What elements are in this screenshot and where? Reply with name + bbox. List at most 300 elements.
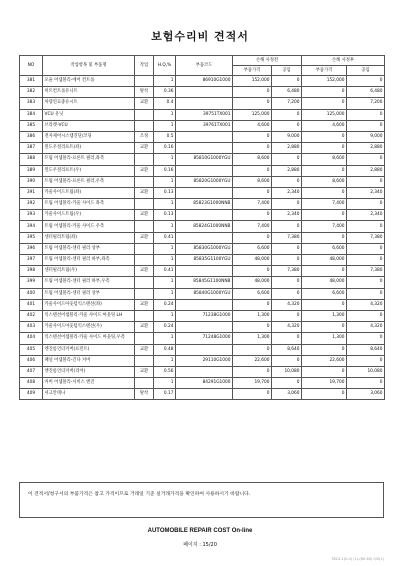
row-no: 404 [20, 333, 43, 344]
row-after-labor: 6,480 [347, 87, 385, 98]
row-before-labor: 10,080 [272, 366, 302, 377]
print-stamp: 7824-1(0-0) (1)-(60-60) 0/0(1) [331, 557, 384, 561]
header-hq: H.Q,% [154, 56, 176, 76]
row-before-labor: 3,060 [272, 389, 302, 400]
row-name: 트림 어셈블리-프론트 필러,좌측 [43, 154, 135, 165]
row-after-labor: 2,880 [347, 143, 385, 154]
row-hq: 0.16 [154, 143, 176, 154]
row-no: 403 [20, 322, 43, 333]
row-name: 익스텐션어셈블리-카울 사이드 아웃팅,우측 [43, 333, 135, 344]
row-after-part-price: 22,600 [302, 355, 347, 366]
row-work: 교환 [135, 344, 154, 355]
row-before-labor: 0 [272, 199, 302, 210]
row-name: 트림 어셈블리-카울 사이드 우측 [43, 221, 135, 232]
row-after-labor: 2,340 [347, 210, 385, 221]
row-before-part-price: 152,000 [233, 76, 272, 87]
row-code: 85830G1000YGU [176, 243, 233, 254]
row-work [135, 310, 154, 321]
table-row [20, 255, 385, 266]
row-before-part-price: 6,600 [233, 288, 272, 299]
row-hq: 1 [154, 199, 176, 210]
row-before-part-price: 0 [233, 187, 272, 198]
row-before-labor: 6,480 [272, 87, 302, 98]
row-name: 엔진룸언더커버(프런트) [43, 344, 135, 355]
header-after-part-price: 부품가격 [302, 66, 347, 76]
footer-title: AUTOMOBILE REPAIR COST On-line [147, 528, 253, 534]
row-after-labor: 0 [347, 277, 385, 288]
row-code [176, 143, 233, 154]
row-before-labor: 2,340 [272, 187, 302, 198]
row-name: 윈도우절리프트(우) [43, 165, 135, 176]
row-after-part-price: 0 [302, 299, 347, 310]
row-work [135, 199, 154, 210]
row-before-part-price: 0 [233, 299, 272, 310]
estimate-table [19, 55, 385, 400]
row-after-part-price: 0 [302, 165, 347, 176]
row-name: 전자제어시스템진단/코딩 [43, 131, 135, 142]
row-hq: 1 [154, 120, 176, 131]
row-work: 탈착 [135, 87, 154, 98]
row-code [176, 266, 233, 277]
row-after-labor: 0 [347, 378, 385, 389]
row-code [176, 344, 233, 355]
row-after-labor: 0 [347, 255, 385, 266]
row-no: 391 [20, 187, 43, 198]
row-name: 모듈 어셈블리-에어 컨트롤 [43, 76, 135, 87]
row-after-labor: 0 [347, 221, 385, 232]
header-before-labor: 공임 [272, 66, 302, 76]
row-before-part-price: 48,000 [233, 255, 272, 266]
table-row [20, 378, 385, 389]
row-no: 400 [20, 288, 43, 299]
row-code: 71248G1000 [176, 333, 233, 344]
row-hq: 0.13 [154, 210, 176, 221]
row-hq: 1 [154, 277, 176, 288]
row-code: 85820G1000YGU [176, 176, 233, 187]
row-before-labor: 0 [272, 277, 302, 288]
row-before-labor: 9,000 [272, 131, 302, 142]
document-title: 보험수리비 견적서 [151, 30, 249, 43]
row-no: 407 [20, 366, 43, 377]
row-hq: 1 [154, 255, 176, 266]
row-before-labor: 0 [272, 378, 302, 389]
row-before-labor: 0 [272, 154, 302, 165]
header-before: 손해 사정전 [233, 56, 302, 66]
row-work: 교환 [135, 210, 154, 221]
row-no: 397 [20, 255, 43, 266]
row-before-labor: 2,340 [272, 210, 302, 221]
row-name: 카울사이드트림(우) [43, 210, 135, 221]
row-hq: 1 [154, 109, 176, 120]
row-work [135, 378, 154, 389]
row-work: 교환 [135, 266, 154, 277]
row-code [176, 165, 233, 176]
table-row [20, 232, 385, 243]
row-hq: 0.5 [154, 131, 176, 142]
row-after-labor: 4,320 [347, 322, 385, 333]
table-row [20, 333, 385, 344]
row-before-labor: 4,320 [272, 322, 302, 333]
row-name: 셔크안테나 [43, 389, 135, 400]
row-code: 86910G1000 [176, 76, 233, 87]
row-name: 트림 어셈블리-프론트 필러,우측 [43, 176, 135, 187]
header-after: 손해 사정후 [302, 56, 385, 66]
table-row [20, 187, 385, 198]
row-code: 39761TX001 [176, 120, 233, 131]
table-row [20, 109, 385, 120]
row-after-part-price: 48,000 [302, 277, 347, 288]
row-no: 396 [20, 243, 43, 254]
row-no: 384 [20, 109, 43, 120]
row-after-part-price: 0 [302, 131, 347, 142]
header-work: 작업 [135, 56, 154, 76]
row-no: 389 [20, 165, 43, 176]
row-no: 408 [20, 378, 43, 389]
table-row [20, 288, 385, 299]
row-name: 트림 어셈블리-카울 사이드 좌측 [43, 199, 135, 210]
row-before-labor: 2,880 [272, 143, 302, 154]
header-before-part-price: 부품가격 [233, 66, 272, 76]
row-before-part-price: 7,400 [233, 199, 272, 210]
row-after-part-price: 8,600 [302, 176, 347, 187]
row-before-labor: 0 [272, 288, 302, 299]
row-after-part-price: 0 [302, 232, 347, 243]
row-name: 트림 어셈블리-센터 필러 하부,우측 [43, 277, 135, 288]
row-hq: 0.13 [154, 187, 176, 198]
row-after-labor: 0 [347, 355, 385, 366]
row-after-part-price: 0 [302, 98, 347, 109]
row-name: 엔진룸언더커버(리어) [43, 366, 135, 377]
table-row [20, 355, 385, 366]
row-hq: 0.41 [154, 266, 176, 277]
row-after-labor: 9,000 [347, 131, 385, 142]
row-name: 트림 어셈블리-센터 필러 상부 [43, 288, 135, 299]
row-after-part-price: 0 [302, 87, 347, 98]
row-work: 교환 [135, 187, 154, 198]
table-row [20, 366, 385, 377]
table-row [20, 299, 385, 310]
row-before-part-price: 125,000 [233, 109, 272, 120]
row-name: 익스텐션어셈블리-카울 사이드 아웃팅 LH [43, 310, 135, 321]
table-row [20, 210, 385, 221]
row-code: 85845G1100NNB [176, 277, 233, 288]
row-after-part-price: 1,300 [302, 310, 347, 321]
header-item: 작업항목 및 부품명 [43, 56, 135, 76]
row-hq: 1 [154, 154, 176, 165]
row-before-labor: 0 [272, 333, 302, 344]
row-before-labor: 0 [272, 243, 302, 254]
row-after-part-price: 48,000 [302, 255, 347, 266]
row-after-part-price: 0 [302, 389, 347, 400]
row-before-labor: 0 [272, 109, 302, 120]
row-no: 406 [20, 355, 43, 366]
row-after-part-price: 19,700 [302, 378, 347, 389]
row-before-labor: 7,380 [272, 232, 302, 243]
row-hq: 0.56 [154, 366, 176, 377]
row-no: 402 [20, 310, 43, 321]
table-row [20, 98, 385, 109]
row-name: 센터필러트림(좌) [43, 232, 135, 243]
table-row [20, 165, 385, 176]
row-no: 395 [20, 232, 43, 243]
row-hq: 1 [154, 355, 176, 366]
row-before-labor: 0 [272, 76, 302, 87]
row-before-labor: 0 [272, 221, 302, 232]
row-after-part-price: 6,600 [302, 288, 347, 299]
row-after-labor: 0 [347, 154, 385, 165]
header-no: NO [20, 56, 43, 76]
row-name: 센터필러트림(우) [43, 266, 135, 277]
row-after-part-price: 0 [302, 344, 347, 355]
table-row [20, 221, 385, 232]
row-code: 85840G1000YGU [176, 288, 233, 299]
row-hq: 0.16 [154, 165, 176, 176]
row-before-labor: 2,880 [272, 165, 302, 176]
row-hq: 1 [154, 333, 176, 344]
table-row [20, 266, 385, 277]
row-no: 386 [20, 131, 43, 142]
row-after-labor: 3,060 [347, 389, 385, 400]
row-before-part-price: 0 [233, 210, 272, 221]
row-no: 398 [20, 266, 43, 277]
row-before-part-price: 0 [233, 344, 272, 355]
row-before-labor: 0 [272, 310, 302, 321]
row-no: 392 [20, 199, 43, 210]
row-no: 382 [20, 87, 43, 98]
header-code: 부품코드 [176, 56, 233, 76]
row-name: 패널 어셈블리-긴다 커버 [43, 355, 135, 366]
page-number: 페이지 : 15/20 [183, 542, 217, 548]
row-before-labor: 4,320 [272, 299, 302, 310]
row-after-part-price: 152,000 [302, 76, 347, 87]
row-work: 교환 [135, 299, 154, 310]
row-before-part-price: 22,600 [233, 355, 272, 366]
row-before-labor: 8,640 [272, 344, 302, 355]
row-before-part-price: 0 [233, 131, 272, 142]
row-name: 차량연료충유시트 [43, 98, 135, 109]
row-before-part-price: 19,700 [233, 378, 272, 389]
row-work [135, 109, 154, 120]
row-work [135, 277, 154, 288]
row-after-labor: 2,880 [347, 165, 385, 176]
row-after-part-price: 1,300 [302, 333, 347, 344]
row-after-labor: 7,380 [347, 266, 385, 277]
row-no: 394 [20, 221, 43, 232]
table-row [20, 310, 385, 321]
row-work [135, 243, 154, 254]
row-after-labor: 0 [347, 76, 385, 87]
row-after-part-price: 7,400 [302, 221, 347, 232]
row-after-part-price: 0 [302, 143, 347, 154]
row-before-part-price: 1,300 [233, 310, 272, 321]
row-work: 탈착 [135, 389, 154, 400]
row-hq: 1 [154, 378, 176, 389]
row-no: 399 [20, 277, 43, 288]
row-after-labor: 0 [347, 333, 385, 344]
row-before-part-price: 4,600 [233, 120, 272, 131]
row-after-labor: 0 [347, 288, 385, 299]
row-work: 조정 [135, 131, 154, 142]
row-before-part-price: 6,600 [233, 243, 272, 254]
row-before-labor: 0 [272, 120, 302, 131]
row-code [176, 389, 233, 400]
row-code: 39751TX001 [176, 109, 233, 120]
row-work: 교환 [135, 232, 154, 243]
row-code [176, 187, 233, 198]
row-after-labor: 0 [347, 199, 385, 210]
row-name: 카울사이드트림(좌) [43, 187, 135, 198]
row-code: 85824G1000NNB [176, 221, 233, 232]
row-no: 387 [20, 143, 43, 154]
row-after-part-price: 0 [302, 266, 347, 277]
row-before-labor: 7,380 [272, 266, 302, 277]
row-after-part-price: 0 [302, 210, 347, 221]
row-work [135, 355, 154, 366]
row-code: 84291G1000 [176, 378, 233, 389]
table-row [20, 344, 385, 355]
table-row [20, 277, 385, 288]
row-work: 교환 [135, 98, 154, 109]
row-name: 브라켓-VCU [43, 120, 135, 131]
row-after-labor: 0 [347, 176, 385, 187]
row-no: 383 [20, 98, 43, 109]
row-code [176, 299, 233, 310]
table-row [20, 389, 385, 400]
table-row [20, 154, 385, 165]
row-work: 교환 [135, 165, 154, 176]
row-hq: 1 [154, 310, 176, 321]
row-after-part-price: 8,600 [302, 154, 347, 165]
row-after-part-price: 125,000 [302, 109, 347, 120]
row-before-part-price: 0 [233, 322, 272, 333]
row-name: 커버 어셈블리-서비스 엔진 [43, 378, 135, 389]
row-code: 85835G1100YGU [176, 255, 233, 266]
row-after-labor: 0 [347, 109, 385, 120]
row-work [135, 333, 154, 344]
row-no: 388 [20, 154, 43, 165]
row-name: 카울사이드아웃텀익스텐션(우) [43, 322, 135, 333]
row-no: 390 [20, 176, 43, 187]
estimate-rows [20, 76, 385, 400]
row-no: 401 [20, 299, 43, 310]
row-hq: 0.48 [154, 344, 176, 355]
row-after-labor: 0 [347, 310, 385, 321]
row-after-labor: 4,320 [347, 299, 385, 310]
row-code: 85823G1000NNB [176, 199, 233, 210]
table-row [20, 322, 385, 333]
row-after-labor: 10,080 [347, 366, 385, 377]
row-work: 교환 [135, 366, 154, 377]
row-code: 29110G1000 [176, 355, 233, 366]
row-no: 409 [20, 389, 43, 400]
row-code [176, 131, 233, 142]
row-work [135, 176, 154, 187]
row-before-part-price: 0 [233, 98, 272, 109]
row-hq: 1 [154, 76, 176, 87]
row-before-part-price: 0 [233, 143, 272, 154]
row-work: 교환 [135, 322, 154, 333]
price-notice: 이 견적서/청구서의 부품가격은 참고 가격이므로 거래일 기준 실거래가격을 확인하여 사용하시기 바랍니다. [19, 482, 384, 518]
row-hq: 0.4 [154, 98, 176, 109]
row-before-part-price: 0 [233, 389, 272, 400]
row-hq: 1 [154, 288, 176, 299]
row-hq: 0.17 [154, 389, 176, 400]
row-after-labor: 0 [347, 120, 385, 131]
table-row [20, 87, 385, 98]
row-code [176, 98, 233, 109]
row-before-labor: 0 [272, 355, 302, 366]
row-hq: 0.36 [154, 87, 176, 98]
row-code: 85810G1000YGU [176, 154, 233, 165]
row-before-part-price: 7,400 [233, 221, 272, 232]
header-after-labor: 공임 [347, 66, 385, 76]
row-before-part-price: 1,300 [233, 333, 272, 344]
row-work [135, 221, 154, 232]
row-code [176, 322, 233, 333]
row-work [135, 288, 154, 299]
row-before-part-price: 8,600 [233, 176, 272, 187]
row-code [176, 232, 233, 243]
row-code: 71238G1000 [176, 310, 233, 321]
row-no: 381 [20, 76, 43, 87]
row-after-part-price: 6,600 [302, 243, 347, 254]
row-name: 윈도우절리프트(좌) [43, 143, 135, 154]
row-hq: 0.41 [154, 232, 176, 243]
row-before-part-price: 0 [233, 366, 272, 377]
row-code [176, 366, 233, 377]
row-before-labor: 7,200 [272, 98, 302, 109]
row-after-labor: 2,340 [347, 187, 385, 198]
table-row [20, 120, 385, 131]
row-no: 393 [20, 210, 43, 221]
row-hq: 1 [154, 221, 176, 232]
row-before-labor: 0 [272, 255, 302, 266]
row-before-part-price: 8,600 [233, 154, 272, 165]
table-row [20, 131, 385, 142]
table-row [20, 143, 385, 154]
row-after-part-price: 0 [302, 366, 347, 377]
row-work [135, 120, 154, 131]
row-work: 교환 [135, 143, 154, 154]
row-before-part-price: 0 [233, 266, 272, 277]
row-before-labor: 0 [272, 176, 302, 187]
row-code [176, 210, 233, 221]
row-name: 카울사이드아웃텀익스텐션(좌) [43, 299, 135, 310]
row-work [135, 154, 154, 165]
row-hq: 0.24 [154, 299, 176, 310]
row-name: VCU 유닛 [43, 109, 135, 120]
row-code [176, 87, 233, 98]
row-no: 385 [20, 120, 43, 131]
row-after-labor: 7,200 [347, 98, 385, 109]
row-name: 히트컨트롤유니트 [43, 87, 135, 98]
table-row [20, 176, 385, 187]
row-after-part-price: 7,400 [302, 199, 347, 210]
row-work [135, 76, 154, 87]
row-name: 트림 어셈블리-센터 필러 하부,좌측 [43, 255, 135, 266]
row-after-labor: 7,380 [347, 232, 385, 243]
row-before-part-price: 48,000 [233, 277, 272, 288]
row-after-labor: 0 [347, 243, 385, 254]
row-before-part-price: 0 [233, 165, 272, 176]
row-hq: 1 [154, 243, 176, 254]
row-before-part-price: 0 [233, 232, 272, 243]
row-hq: 0.24 [154, 322, 176, 333]
row-work [135, 255, 154, 266]
row-before-part-price: 0 [233, 87, 272, 98]
row-after-part-price: 4,600 [302, 120, 347, 131]
table-row [20, 76, 385, 87]
